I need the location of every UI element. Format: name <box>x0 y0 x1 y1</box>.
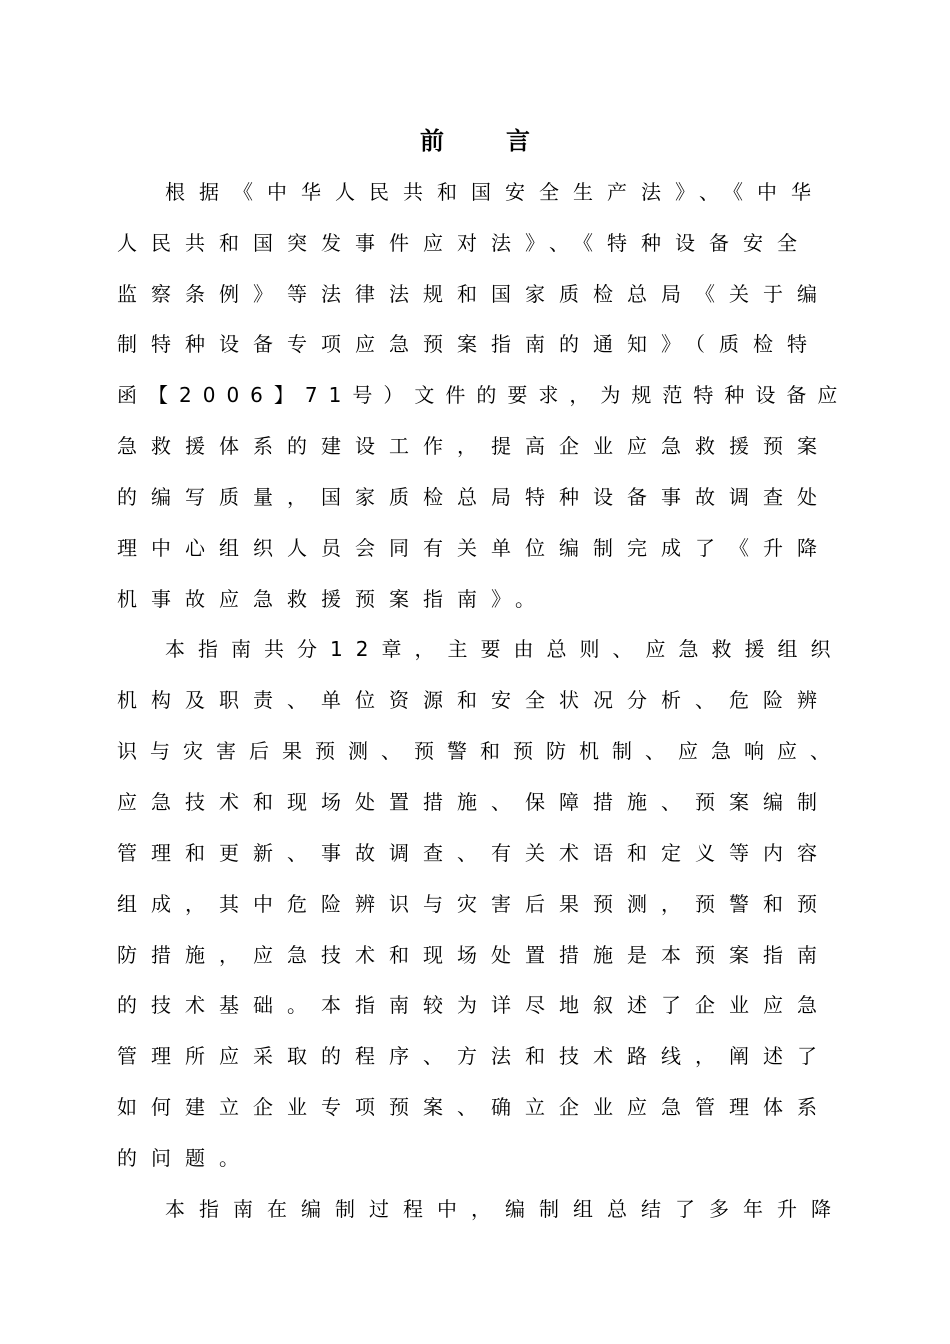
paragraph-line: 机构及职责、单位资源和安全状况分析、危险辨 <box>117 688 831 712</box>
paragraph-line: 理中心组织人员会同有关单位编制完成了《升降 <box>117 536 831 560</box>
paragraph-line: 如何建立企业专项预案、确立企业应急管理体系 <box>117 1095 831 1119</box>
paragraph-line: 识与灾害后果预测、预警和预防机制、应急响应、 <box>117 739 843 763</box>
page-title <box>0 124 950 158</box>
paragraph-line: 组成，其中危险辨识与灾害后果预测，预警和预 <box>117 892 831 916</box>
paragraph-line: 根据《中华人民共和国安全生产法》、《中华 <box>165 180 825 204</box>
paragraph-line: 防措施，应急技术和现场处置措施是本预案指南 <box>117 943 831 967</box>
paragraph-line: 的技术基础。本指南较为详尽地叙述了企业应急 <box>117 993 831 1017</box>
paragraph-line: 监察条例》等法律法规和国家质检总局《关于编 <box>117 282 831 306</box>
title-char-2: 言 <box>506 127 530 155</box>
paragraph-line: 函【2006】71号）文件的要求，为规范特种设备应 <box>117 383 849 407</box>
paragraph-line: 人民共和国突发事件应对法》、《特种设备安全 <box>117 231 811 255</box>
paragraph-line: 的编写质量，国家质检总局特种设备事故调查处 <box>117 485 831 509</box>
paragraph-line: 管理所应采取的程序、方法和技术路线，阐述了 <box>117 1044 831 1068</box>
paragraph-line: 机事故应急救援预案指南》。 <box>117 587 549 611</box>
paragraph-line: 本指南在编制过程中，编制组总结了多年升降 <box>165 1197 845 1221</box>
title-char-1: 前 <box>420 127 444 155</box>
paragraph-line: 急救援体系的建设工作，提高企业应急救援预案 <box>117 434 831 458</box>
paragraph-line: 的问题。 <box>117 1146 253 1170</box>
paragraph-line: 制特种设备专项应急预案指南的通知》（质检特 <box>117 332 821 356</box>
paragraph-line: 管理和更新、事故调查、有关术语和定义等内容 <box>117 841 831 865</box>
paragraph-line: 应急技术和现场处置措施、保障措施、预案编制 <box>117 790 831 814</box>
paragraph-line: 本指南共分12章，主要由总则、应急救援组织 <box>165 637 844 661</box>
